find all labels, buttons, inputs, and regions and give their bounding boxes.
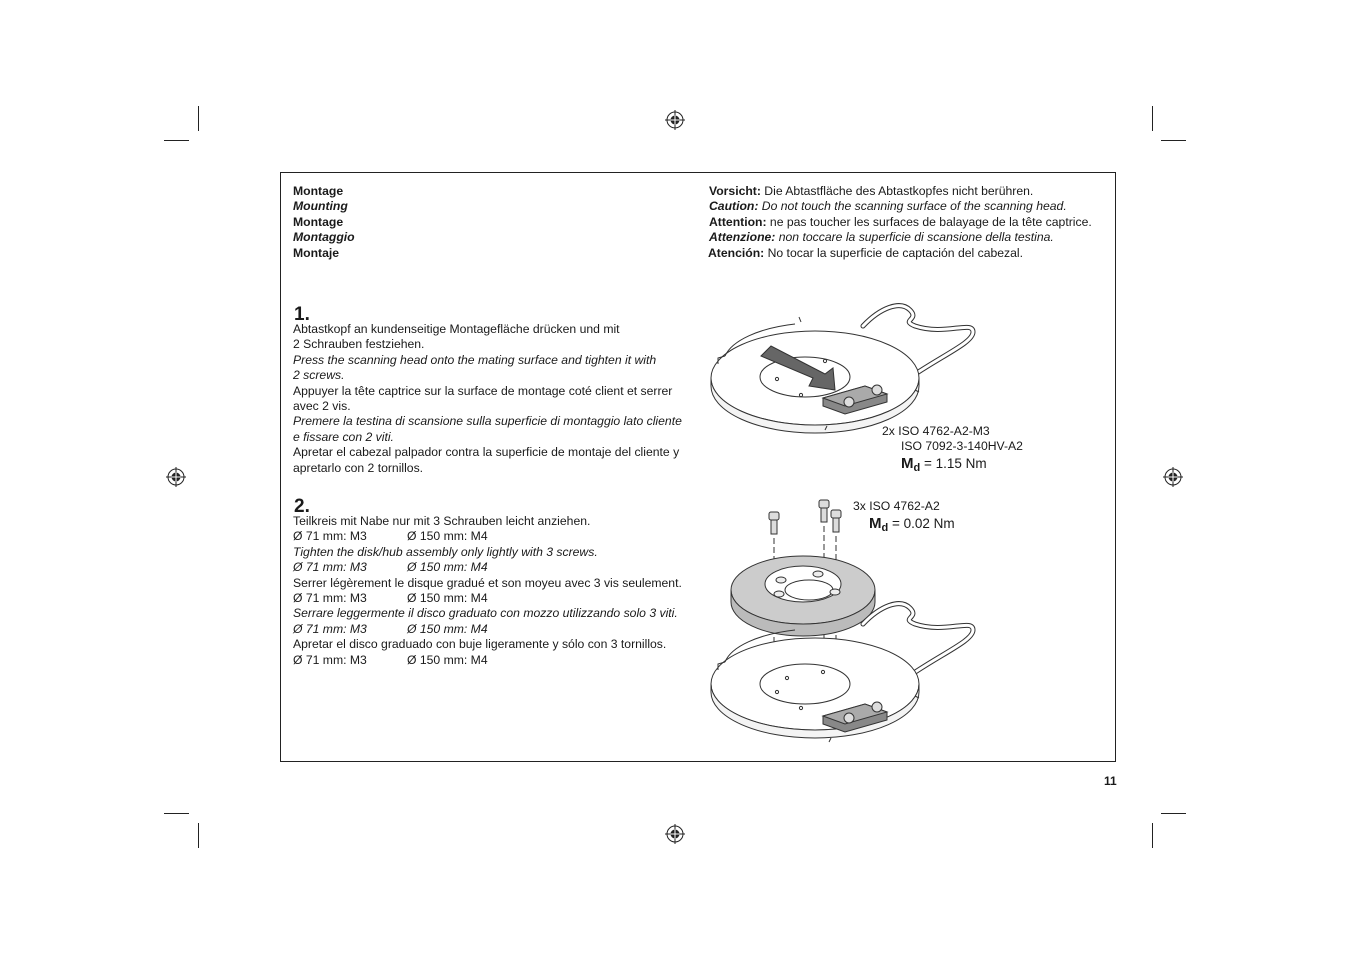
crop-mark xyxy=(198,106,199,131)
spec-2-line-1: 3x ISO 4762-A2 xyxy=(853,499,940,513)
crop-mark xyxy=(1152,823,1153,848)
caution-es: Atención: No tocar la superficie de captación del cabezal. xyxy=(708,245,1023,260)
heading-de: Montage xyxy=(293,184,344,198)
caution-de: Vorsicht: Die Abtastfläche des Abtastkopfes nicht berühren. xyxy=(709,184,1034,198)
step-1-line: Abtastkopf an kundenseitige Montagefläche drücken und mit xyxy=(293,322,620,336)
crop-mark xyxy=(1161,140,1186,141)
step-2-size-row: Ø 71 mm: M3 Ø 150 mm: M4 xyxy=(293,560,488,575)
caution-en: Caution: Do not touch the scanning surface of the scanning head. xyxy=(709,199,1067,214)
step-2-line: Serrer légèrement le disque gradué et son moyeu avec 3 vis seulement. xyxy=(293,575,682,590)
step-1-line: e fissare con 2 viti. xyxy=(293,429,394,444)
step-2-size-row: Ø 71 mm: M3 Ø 150 mm: M4 xyxy=(293,529,488,544)
step-1-line: Apretar el cabezal palpador contra la superficie de montaje del cliente y xyxy=(293,445,680,460)
crop-mark xyxy=(1161,813,1186,814)
step-2-line: Tighten the disk/hub assembly only lightly with 3 screws. xyxy=(293,544,598,559)
step-1-line: 2 Schrauben festziehen. xyxy=(293,337,425,352)
caution-it: Attenzione: non toccare la superficie di scansione della testina. xyxy=(709,230,1054,245)
step-1-text xyxy=(293,322,682,476)
step-2-line: Apretar el disco graduado con buje ligeramente y sólo con 3 tornillos. xyxy=(293,637,667,652)
crop-mark xyxy=(164,140,189,141)
step-2-line: Teilkreis mit Nabe nur mit 3 Schrauben leicht anziehen. xyxy=(293,514,591,528)
step-1-line: 2 screws. xyxy=(293,368,345,383)
crop-mark xyxy=(1152,106,1153,131)
step-2-size-row: Ø 71 mm: M3 Ø 150 mm: M4 xyxy=(293,652,488,667)
spec-1-torque: $M_d = 1.15$ Nm xyxy=(901,455,987,474)
step-1-line: apretarlo con 2 tornillos. xyxy=(293,460,424,475)
step-1-line: avec 2 vis. xyxy=(293,399,351,414)
step-2-line: Serrare leggermente il disco graduato con mozzo utilizzando solo 3 viti. xyxy=(293,606,678,621)
heading-fr: Montage xyxy=(293,214,344,229)
spec-1 xyxy=(882,424,1023,476)
registration-mark-icon xyxy=(665,824,685,844)
step-1-number: 1. xyxy=(294,304,310,325)
crop-mark xyxy=(164,813,189,814)
heading-en: Mounting xyxy=(293,199,348,214)
step-1-line: Appuyer la tête captrice sur la surface de montage coté client et serrer xyxy=(293,383,673,398)
crop-mark xyxy=(198,823,199,848)
step-2-size-row: Ø 71 mm: M3 Ø 150 mm: M4 xyxy=(293,590,488,605)
registration-mark-icon xyxy=(665,110,685,130)
spec-1-line-2: ISO 7092-3-140HV-A2 xyxy=(901,439,1023,453)
page-number: 11 xyxy=(1104,774,1117,788)
registration-mark-icon xyxy=(166,467,186,487)
section-heading xyxy=(293,184,355,261)
caution-fr: Attention: ne pas toucher les surfaces de balayage de la tête captrice. xyxy=(709,214,1092,229)
step-2-text xyxy=(293,514,693,668)
registration-mark-icon xyxy=(1163,467,1183,487)
heading-es: Montaje xyxy=(293,245,340,260)
step-1-line: Press the scanning head onto the mating surface and tighten it with xyxy=(293,352,657,367)
scanning-head-mounting-illustration xyxy=(705,298,985,438)
step-2-number: 2. xyxy=(294,496,310,517)
step-1-line: Premere la testina di scansione sulla superficie di montaggio lato cliente xyxy=(293,414,682,429)
heading-it: Montaggio xyxy=(293,230,355,245)
step-2-size-row: Ø 71 mm: M3 Ø 150 mm: M4 xyxy=(293,621,488,636)
spec-1-line-1: 2x ISO 4762-A2-M3 xyxy=(882,424,990,438)
spec-2 xyxy=(853,499,955,536)
caution-block xyxy=(709,184,1092,261)
spec-2-torque: $M_d = 0.02$ Nm xyxy=(869,515,955,534)
